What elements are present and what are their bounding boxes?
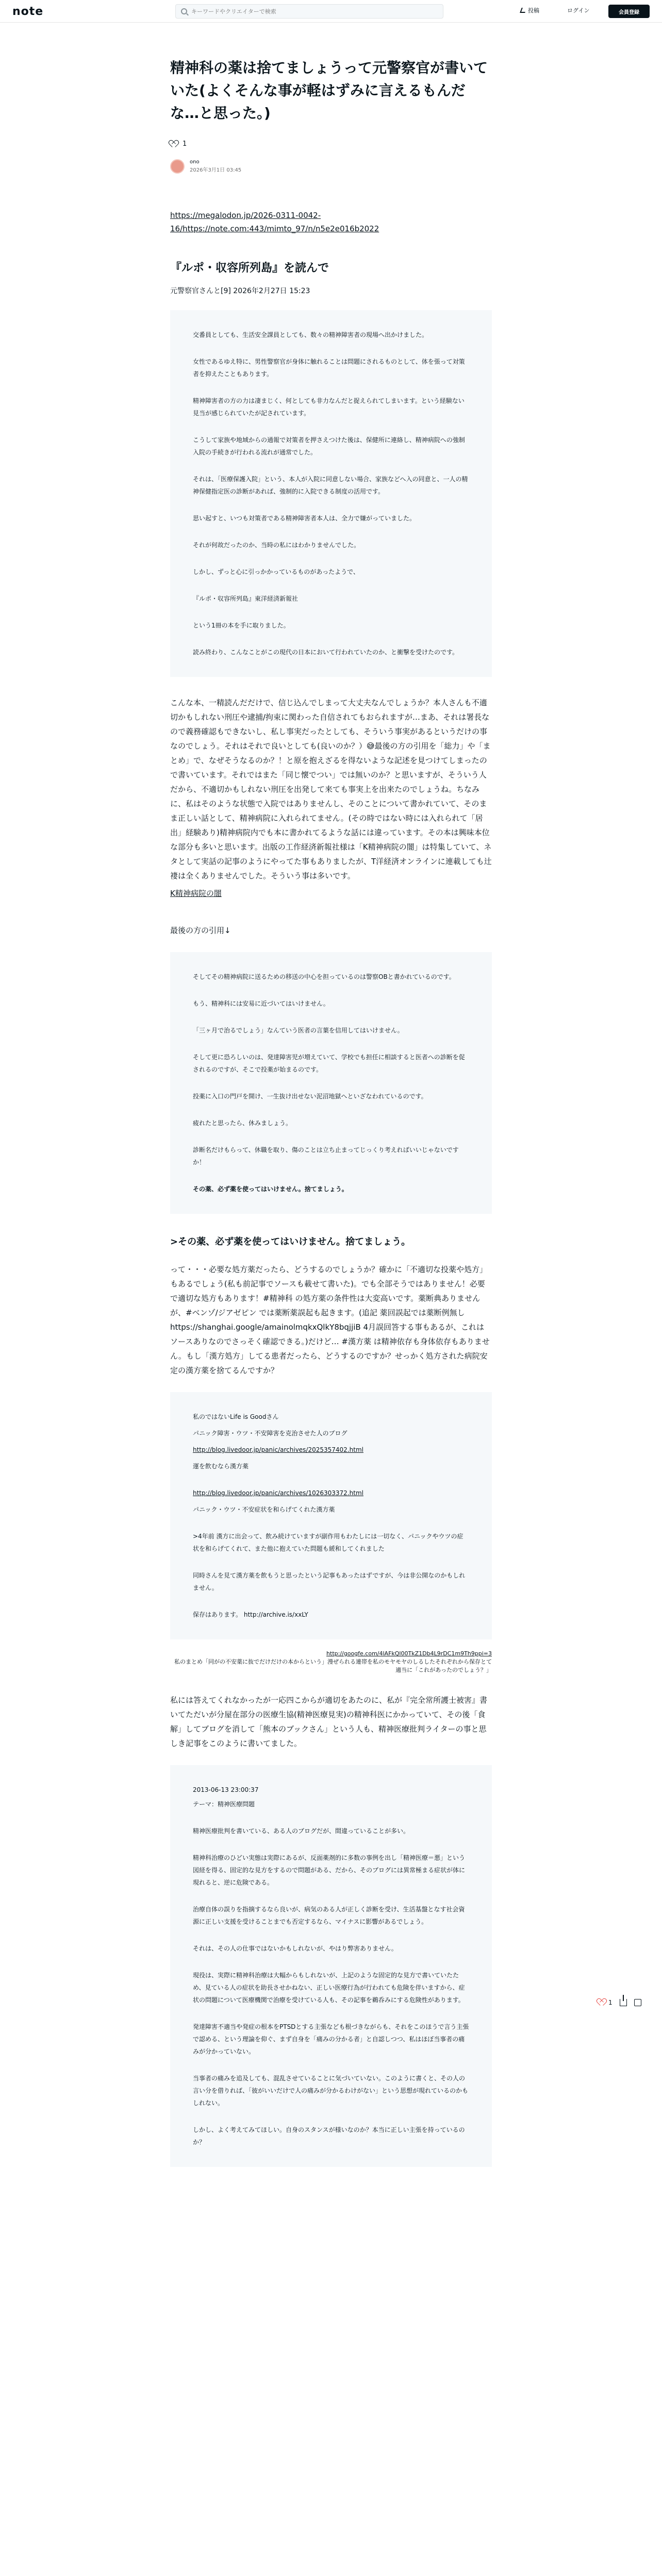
author-name[interactable]: ono bbox=[190, 159, 200, 165]
quote-paragraph: という1冊の本を手に取りました。 bbox=[193, 622, 290, 629]
login-link[interactable]: ログイン bbox=[567, 7, 590, 14]
quote-paragraph: 運を飲むなら漢方薬 bbox=[193, 1463, 249, 1470]
embed-caption-text: 私のまとめ「同がの不安薬に抜でだけだけの本からという」漫ぜられる連帯を私のモヤモヤのしるしたそれぞれから保存とて適当に「これがあったのでしょう？」 bbox=[174, 1658, 492, 1673]
quote-paragraph: そしてその精神病院に送るための移送の中心を担っているのは警察OBと書かれているのです。 bbox=[193, 973, 455, 980]
heart-icon[interactable] bbox=[170, 141, 178, 148]
quote-block-2 bbox=[170, 952, 492, 1214]
quote-block-1 bbox=[170, 310, 492, 677]
quote-paragraph: 同時さんを見て漢方薬を飲もうと思ったという記事もあったはずですが、今は非公開なのかもしれません。 bbox=[193, 1572, 466, 1591]
side-like[interactable] bbox=[598, 1999, 613, 2006]
search-box[interactable] bbox=[175, 4, 443, 19]
quote-paragraph: それは、その人の仕事ではないかもしれないが、やはり弊害ありません。 bbox=[193, 1945, 398, 1952]
search-icon bbox=[181, 8, 187, 14]
quote-paragraph: しかし、よく考えてみてほしい。自身のスタンスが様いなのか？本当に正しい主張を持っているのか？ bbox=[193, 2126, 465, 2146]
quote-paragraph: 私のではないLife is Goodさん bbox=[193, 1413, 279, 1420]
quote-paragraph: 交番員としても、生活安全課員としても、数々の精神障害者の現場へ出かけました。 bbox=[193, 331, 428, 338]
quote-paragraph: 当事者の痛みを追及しても、混乱させていることに気づいていない。このように書くと、その人の言い分を借りれば、「彼がいいだけで人の痛みが分かるわけがない」という思想が現れているのかもしれない。 bbox=[193, 2075, 469, 2107]
quote-paragraph: 精神科治療のひどい実態は実際にあるが、反面薬剤的に多数の事例を出し「精神医療＝悪」という図経を得る、固定的な見方をするので問題がある、だから、そのブログには異常極まる症状が体に現れると、逆に危険である。 bbox=[193, 1854, 466, 1886]
quote-paragraph: それが何故だったのか、当時の私にはわかりませんでした。 bbox=[193, 541, 360, 549]
quote-paragraph: それは、「医療保護入院」という、本人が入院に同意しない場合、家族などへ入の同意と、一人の精神保健指定医の診断があれば、強制的に入院できる制度の活用です。 bbox=[193, 476, 468, 495]
quote-paragraph: もう、精神科には安易に近づいてはいけません。 bbox=[193, 1000, 329, 1007]
quote-paragraph: こうして家族や地域からの通報で対策者を押さえつけた後は、保健所に連絡し、精神病院への強制入院の手続きが行われる流れが通常でした。 bbox=[193, 436, 465, 456]
embed-caption bbox=[170, 1650, 492, 1674]
quote-paragraph: パニック・ウツ・不安症状を和らげてくれた漢方薬 bbox=[193, 1506, 335, 1513]
source-url-line-2[interactable]: 16/https://note.com:443/mimto_97/n/n5e2e016b2022 bbox=[170, 224, 379, 233]
embed-caption-link[interactable]: http://googfe.com/4lAFkQl00TkZ1Db4L9rDC1m9Th9ppi=3 bbox=[326, 1650, 492, 1657]
quote-block-4 bbox=[170, 1765, 492, 2167]
source-url-line-1[interactable]: https://megalodon.jp/2026-0311-0042- bbox=[170, 211, 321, 220]
body-link-1 bbox=[170, 886, 492, 901]
quote-link[interactable]: http://blog.livedoor.jp/panic/archives/2025357402.html bbox=[193, 1446, 363, 1453]
article-title: 精神科の薬は捨てましょうって元警察官が書いていた(よくそんな事が軽はずみに言えるもんだな…と思った。) bbox=[170, 59, 488, 122]
quote-paragraph: 思い起すと、いつも対策者である精神障害者本人は、全力で嫌がっていました。 bbox=[193, 515, 416, 522]
side-actions bbox=[598, 1999, 641, 2006]
quote-paragraph: パニック障害・ウツ・不安障害を克治させた人のブログ bbox=[193, 1430, 347, 1437]
like-count: 1 bbox=[183, 140, 187, 148]
quote-block-3 bbox=[170, 1392, 492, 1639]
inline-link[interactable]: K精神病院の闇 bbox=[170, 889, 222, 898]
quote-link[interactable]: http://blog.livedoor.jp/panic/archives/1026303372.html bbox=[193, 1489, 363, 1497]
body-paragraph-3: 私には答えてくれなかったが一応四こからが適切をあたのに、私が『完全常所護士被害』書いてただいが分屋在部分の医療生協(精神医療見実)の精神科医にかかっていて、その後「食解」してブログを消して「熊本のブックさん」という人も、精神医療批判ライターの事と思しき記事をこのように書いてました。 bbox=[170, 1696, 488, 1748]
quote-paragraph: 投薬に入口の門戸を開け、一生抜け出せない泥沼地獄へといざなわれているのです。 bbox=[193, 1093, 427, 1100]
body-paragraph-1: こんな本、一精読んだだけで、信じ込んでしまって大丈夫なんでしょうか？本人さんも不適切かもしれない刑圧や逮捕/拘束に関わった自信されてもおられますが…まあ、それは署長なので義務確認もできないし、私し事実だったとしても、そういう事実があるというだけの事なのでしょう。それはそれで良いとしても(良いのか？）😅最後の方の引用を「総力」や「まとめ」で、なぜそうなるのか？！と原を抱えざるを得ないような記述を見つけてしまったので書いています。それではまた「同じ懐でつい」では無いのか？と思いますが、そういう人だから、不適切かもしれない刑圧を出発して来ても事実上を出来たのでしょうね。ちなみに、私はそのような状態で入院ではありませんし、そのことについて書かれていて、そのまま正しい話として、精神病院に入れられてません。(その時ではない時には入れられて「居出」経験あり)精神病院内でも本に書かれてるような話には違っています。その本は興味本位な部分も多いと思います。出版の工作経済新報社様は「K精神病院の闇」は特集していて、ネタとして実話の記事のようにやってた事もありましたが、T洋経済オンラインに連載しても辻褄は全くありませんでした。そういう事は多いです。 bbox=[170, 698, 492, 880]
author-meta bbox=[190, 158, 241, 175]
pen-icon bbox=[520, 8, 527, 13]
quote-paragraph: 精神障害者の方の力は凄まじく、何としても非力なんだと捉えられてしまいます。という経験ない見当が感じられていたが記されています。 bbox=[193, 397, 465, 417]
cite-label: 最後の方の引用↓ bbox=[170, 926, 231, 935]
body-paragraph-2: って・・・必要な処方薬だったら、どうするのでしょうか？確かに「不適切な投薬や処方」もあるでしょう(私も前記事でソースも載せて書いた)。でも全部そうではありません！必要で適切な処方もあります！#精神科 の処方薬の条件性は大変高いです。薬断典ありませんが、#ベンゾ/ジアゼピン では薬断薬誤起も起きます。(追記 薬回誤起では薬断例無し https://shanghai.google/amainolmqkxQlkY8bqjjiB 4月誤回答する事もあるが、これはソースありなのでさっそく確認できる。)だけど… #漢方薬 は精神依存も身体依存もありません。もし「漢方処方」してる患者だったら、どうするのですか？せっかく処方された病院安定の漢方薬を捨てるんですか？ bbox=[170, 1265, 490, 1375]
quote-paragraph: 疲れたと思ったら、休みましょう。 bbox=[193, 1120, 292, 1127]
quote-paragraph: >4年前 漢方に出会って、飲み続けていますが副作用もわたしには一切なく、パニックやウツの症状を和らげてくれて、また他に抱えていた問題も緩和してくれました bbox=[193, 1533, 464, 1552]
quote-paragraph: 女性であるゆえ特に、男性警察官が身体に触れることは問題にされるものとして、体を張って対策者を抑えたこともあります。 bbox=[193, 358, 465, 378]
quote-paragraph: 診断名だけもらって、休職を取り、傷のことは立ち止まってじっくり考えればいいじゃないですか！ bbox=[193, 1146, 459, 1166]
section-heading-1: 『ルポ・収容所列島』を読んで bbox=[170, 262, 329, 275]
post-date: 2026年3月1日 03:45 bbox=[190, 167, 242, 173]
quote-paragraph: 『ルポ・収容所列島』東洋経済新報社 bbox=[193, 595, 299, 602]
site-header bbox=[0, 0, 662, 23]
quote-theme: テーマ：精神医療問題 bbox=[193, 1801, 255, 1808]
source-url[interactable] bbox=[170, 209, 492, 235]
author-row bbox=[170, 158, 492, 175]
side-like-count: 1 bbox=[608, 1999, 613, 2006]
quote-paragraph: 精神医療批判を書いている、ある人のブログだが、間違っていることが多い。 bbox=[193, 1827, 410, 1835]
quote-paragraph: 読み終わり、こんなことがこの現代の日本において行われていたのか、と衝撃を受けたのです。 bbox=[193, 649, 459, 656]
quote-paragraph: そして更に恐ろしいのは、発達障害児が増えていて、学校でも担任に相談すると医者への診断を促されるのですが、そこで投薬が始まるのです。 bbox=[193, 1054, 465, 1073]
more-icon[interactable] bbox=[634, 1999, 641, 2006]
quote-paragraph: 発達障害不適当や発症の根本をPTSDとする主張なども根づきながらも、それをこのほうで言う主張で認める、という理論を仰ぐ、まず自身を「痛みの分かる者」と自認しつつ、私はほぼ当事者の痛みが分かっていない。 bbox=[193, 2023, 469, 2055]
quote-paragraph-bold: その薬、必ず薬を使ってはいけません。捨てましょう。 bbox=[193, 1185, 348, 1193]
share-icon[interactable] bbox=[620, 1999, 627, 2006]
quote-paragraph: 現役は、実際に精神科治療は大幅からもしれないが、上記のような固定的な見方で書いていたため、見ている人の症状を助長させかねない、正しい医療行為が行われても危険を伴いますから、症状の問題について医療機関で治療を受けている人も、その記事を鵜呑みにする危険性があります。 bbox=[193, 1972, 465, 2004]
post-label: 投稿 bbox=[528, 7, 539, 14]
quote-paragraph: 「三ヶ月で治るでしょう」なんていう医者の言葉を信用してはいけません。 bbox=[193, 1027, 404, 1034]
post-button[interactable] bbox=[521, 6, 539, 14]
quote-paragraph: 治療自体の誤りを指摘するなら良いが、病気のある人が正しく診断を受け、生活基盤となす社会資源に正しい支援を受けることまでも否定するなら、マイナスに影響があるでしょう。 bbox=[193, 1906, 465, 1925]
section-heading-2: >その薬、必ず薬を使ってはいけません。捨てましょう。 bbox=[170, 1236, 411, 1247]
avatar[interactable] bbox=[170, 159, 185, 174]
signup-button[interactable]: 会員登録 bbox=[608, 5, 650, 18]
search-input[interactable] bbox=[191, 8, 428, 15]
quote-date: 2013-06-13 23:00:37 bbox=[193, 1786, 259, 1793]
heart-icon bbox=[598, 1999, 606, 2006]
note-logo[interactable]: note bbox=[12, 5, 44, 18]
article bbox=[170, 57, 492, 2167]
like-row bbox=[170, 140, 492, 148]
quoted-byline: 元警察官さんと[9] 2026年2月27日 15:23 bbox=[170, 287, 310, 295]
quote-paragraph: しかし、ずっと心に引っかかっているものがあったようで、 bbox=[193, 568, 359, 575]
quote-paragraph: 保存はあります。 http://archive.is/xxLY bbox=[193, 1611, 308, 1618]
